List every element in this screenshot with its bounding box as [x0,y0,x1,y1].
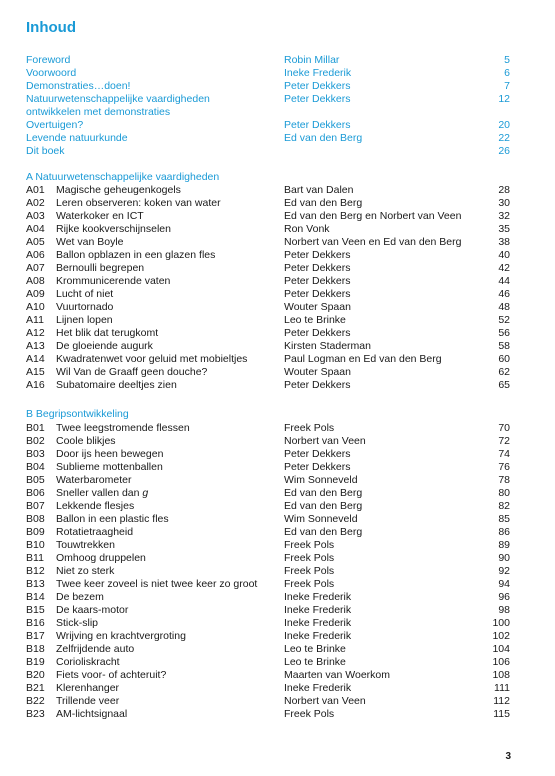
entry-author: Ineke Frederik [284,630,352,642]
entry-title: Coole blikjes [56,435,116,447]
entry-page: 58 [498,340,510,352]
entry-author: Maarten van Woerkom [284,669,391,681]
entry-title: AM-lichtsignaal [56,708,128,720]
entry-code: B09 [26,526,45,538]
entry-author: Peter Dekkers [284,80,351,92]
entry-page: 94 [498,578,510,590]
entry-author: Wim Sonneveld [284,513,358,525]
entry-author: Freek Pols [284,539,335,551]
entry-author: Norbert van Veen en Ed van den Berg [284,236,462,248]
entry-code: A06 [26,249,45,261]
entry-code: B14 [26,591,45,603]
entry-page: 115 [493,708,510,720]
entry-author: Peter Dekkers [284,461,351,473]
entry-title: Touwtrekken [56,539,115,551]
entry-page: 65 [498,379,510,391]
entry-page: 72 [498,435,510,447]
entry-code: B15 [26,604,45,616]
entry-code: B18 [26,643,45,655]
entry-page: 92 [498,565,510,577]
entry-code: B11 [26,552,44,564]
entry-title: Natuurwetenschappelijke vaardigheden [26,93,210,105]
entry-title: Waterbarometer [56,474,132,486]
entry-page: 111 [494,682,510,694]
entry-page: 6 [504,67,510,79]
entry-author: Robin Millar [284,54,340,66]
entry-title: Niet zo sterk [56,565,115,577]
entry-page: 52 [498,314,510,326]
entry-author: Ed van den Berg [284,500,363,512]
entry-author: Wouter Spaan [284,301,351,313]
entry-title: Stick-slip [56,617,99,629]
entry-code: A01 [26,184,45,196]
entry-code: A07 [26,262,45,274]
entry-title: Vuurtornado [56,301,114,313]
entry-title: Trillende veer [56,695,120,707]
entry-author: Peter Dekkers [284,327,351,339]
entry-title: Zelfrijdende auto [56,643,135,655]
entry-code: B01 [26,422,45,434]
entry-author: Wouter Spaan [284,366,351,378]
entry-title: Subatomaire deeltjes zien [56,379,177,391]
entry-author: Peter Dekkers [284,119,351,131]
entry-code: A15 [26,366,45,378]
entry-code: B17 [26,630,45,642]
entry-page: 70 [498,422,510,434]
section-heading: B Begripsontwikkeling [26,408,129,420]
entry-page: 85 [498,513,510,525]
entry-code: A02 [26,197,45,209]
entry-author: Peter Dekkers [284,448,351,460]
entry-author: Peter Dekkers [284,288,351,300]
entry-code: B03 [26,448,45,460]
entry-title: Magische geheugenkogels [56,184,181,196]
entry-code: B07 [26,500,45,512]
entry-code: B19 [26,656,45,668]
entry-page: 86 [498,526,510,538]
entry-author: Wim Sonneveld [284,474,358,486]
entry-page: 5 [504,54,510,66]
entry-code: B21 [26,682,45,694]
entry-page: 30 [498,197,510,209]
entry-page: 90 [498,552,510,564]
entry-author: Peter Dekkers [284,262,351,274]
entry-code: B04 [26,461,45,473]
entry-code: B20 [26,669,45,681]
entry-author: Norbert van Veen [284,435,366,447]
entry-page: 108 [492,669,510,681]
entry-title: Ballon in een plastic fles [56,513,169,525]
entry-code: A08 [26,275,45,287]
entry-page: 74 [498,448,510,460]
entry-title: Het blik dat terugkomt [56,327,159,339]
entry-author: Ed van den Berg [284,487,363,499]
entry-page: 20 [498,119,510,131]
entry-title: Corioliskracht [56,656,120,668]
entry-title: Lucht of niet [56,288,114,300]
entry-code: A05 [26,236,45,248]
entry-title: Demonstraties…doen! [26,80,131,92]
entry-author: Ineke Frederik [284,67,352,79]
entry-page: 98 [498,604,510,616]
entry-author: Ed van den Berg [284,526,363,538]
entry-code: B13 [26,578,45,590]
entry-title: Twee keer zoveel is niet twee keer zo groot [56,578,258,590]
entry-author: Kirsten Staderman [284,340,371,352]
entry-author: Ineke Frederik [284,591,352,603]
entry-page: 12 [498,93,510,105]
entry-author: Ed van den Berg en Norbert van Veen [284,210,462,222]
entry-page: 78 [498,474,510,486]
entry-author: Ineke Frederik [284,617,352,629]
entry-page: 89 [498,539,510,551]
entry-author: Leo te Brinke [284,643,346,655]
italic-g: g [142,487,149,499]
entry-title: Dit boek [26,145,65,157]
entry-page: 56 [498,327,510,339]
entry-code: B16 [26,617,45,629]
entry-code: B23 [26,708,45,720]
entry-page: 82 [498,500,510,512]
entry-title: Omhoog druppelen [56,552,146,564]
entry-page: 76 [498,461,510,473]
entry-author: Freek Pols [284,708,335,720]
entry-page: 102 [492,630,510,642]
entry-code: A13 [26,340,45,352]
entry-title: Klerenhanger [56,682,120,694]
entry-page: 40 [498,249,510,261]
entry-author: Norbert van Veen [284,695,366,707]
entry-author: Freek Pols [284,578,335,590]
entry-title: Ballon opblazen in een glazen fles [56,249,216,261]
entry-title: Waterkoker en ICT [56,210,144,222]
entry-author: Ed van den Berg [284,197,363,209]
entry-title: De gloeiende augurk [56,340,153,352]
entry-code: A11 [26,314,44,326]
entry-page: 22 [498,132,510,144]
entry-code: B22 [26,695,45,707]
entry-author: Freek Pols [284,422,335,434]
entry-code: B02 [26,435,45,447]
entry-title: Sublieme mottenballen [56,461,163,473]
entry-code: A09 [26,288,45,300]
entry-code: A14 [26,353,45,365]
entry-page: 100 [492,617,510,629]
entry-title: Lijnen lopen [56,314,113,326]
entry-page: 28 [498,184,510,196]
entry-title: Krommunicerende vaten [56,275,171,287]
entry-title: Kwadratenwet voor geluid met mobieltjes [56,353,248,365]
entry-author: Leo te Brinke [284,314,346,326]
entry-title: Bernoulli begrepen [56,262,145,274]
entry-page: 38 [498,236,510,248]
entry-page: 80 [498,487,510,499]
entry-code: A10 [26,301,45,313]
entry-page: 106 [492,656,510,668]
entry-code: A03 [26,210,45,222]
entry-author: Ron Vonk [284,223,330,235]
entry-page: 104 [492,643,510,655]
entry-title: Leren observeren: koken van water [56,197,221,209]
entry-title: De kaars-motor [56,604,129,616]
entry-title: Rijke kookverschijnselen [56,223,171,235]
entry-title: Lekkende flesjes [56,500,135,512]
entry-code: B06 [26,487,45,499]
page-number: 3 [505,751,511,762]
entry-author: Freek Pols [284,565,335,577]
entry-page: 42 [498,262,510,274]
entry-page: 35 [498,223,510,235]
entry-author: Bart van Dalen [284,184,354,196]
entry-author: Peter Dekkers [284,93,351,105]
entry-title: De bezem [56,591,104,603]
entry-title: Foreword [26,54,71,66]
entry-author: Ineke Frederik [284,604,352,616]
entry-page: 46 [498,288,510,300]
entry-author: Leo te Brinke [284,656,346,668]
entry-code: B10 [26,539,45,551]
entry-code: B08 [26,513,45,525]
entry-title: Levende natuurkunde [26,132,128,144]
entry-code: B12 [26,565,45,577]
entry-code: A12 [26,327,45,339]
entry-author: Ed van den Berg [284,132,363,144]
entry-title: Voorwoord [26,67,77,79]
entry-page: 112 [493,695,510,707]
entry-author: Freek Pols [284,552,335,564]
entry-code: B05 [26,474,45,486]
entry-code: A04 [26,223,45,235]
entry-title: Sneller vallen dan g [56,487,149,499]
entry-title: Rotatietraagheid [56,526,134,538]
entry-page: 32 [498,210,510,222]
entry-author: Ineke Frederik [284,682,352,694]
entry-page: 60 [498,353,510,365]
entry-code: A16 [26,379,45,391]
entry-title: Overtuigen? [26,119,84,131]
entry-author: Peter Dekkers [284,249,351,261]
entry-title-line2: ontwikkelen met demonstraties [26,106,171,118]
entry-page: 48 [498,301,510,313]
entry-page: 96 [498,591,510,603]
section-heading: A Natuurwetenschappelijke vaardigheden [26,171,220,183]
page-title: Inhoud [26,19,76,36]
entry-title: Door ijs heen bewegen [56,448,164,460]
entry-page: 44 [498,275,510,287]
entry-title: Wrijving en krachtvergroting [56,630,186,642]
entry-title: Twee leegstromende flessen [56,422,190,434]
entry-page: 7 [504,80,510,92]
entry-title: Wet van Boyle [56,236,124,248]
entry-author: Peter Dekkers [284,275,351,287]
entry-author: Paul Logman en Ed van den Berg [284,353,442,365]
entry-author: Peter Dekkers [284,379,351,391]
entry-page: 62 [498,366,510,378]
entry-title: Fiets voor- of achteruit? [56,669,167,681]
entry-page: 26 [498,145,510,157]
entry-title: Wil Van de Graaff geen douche? [56,366,208,378]
